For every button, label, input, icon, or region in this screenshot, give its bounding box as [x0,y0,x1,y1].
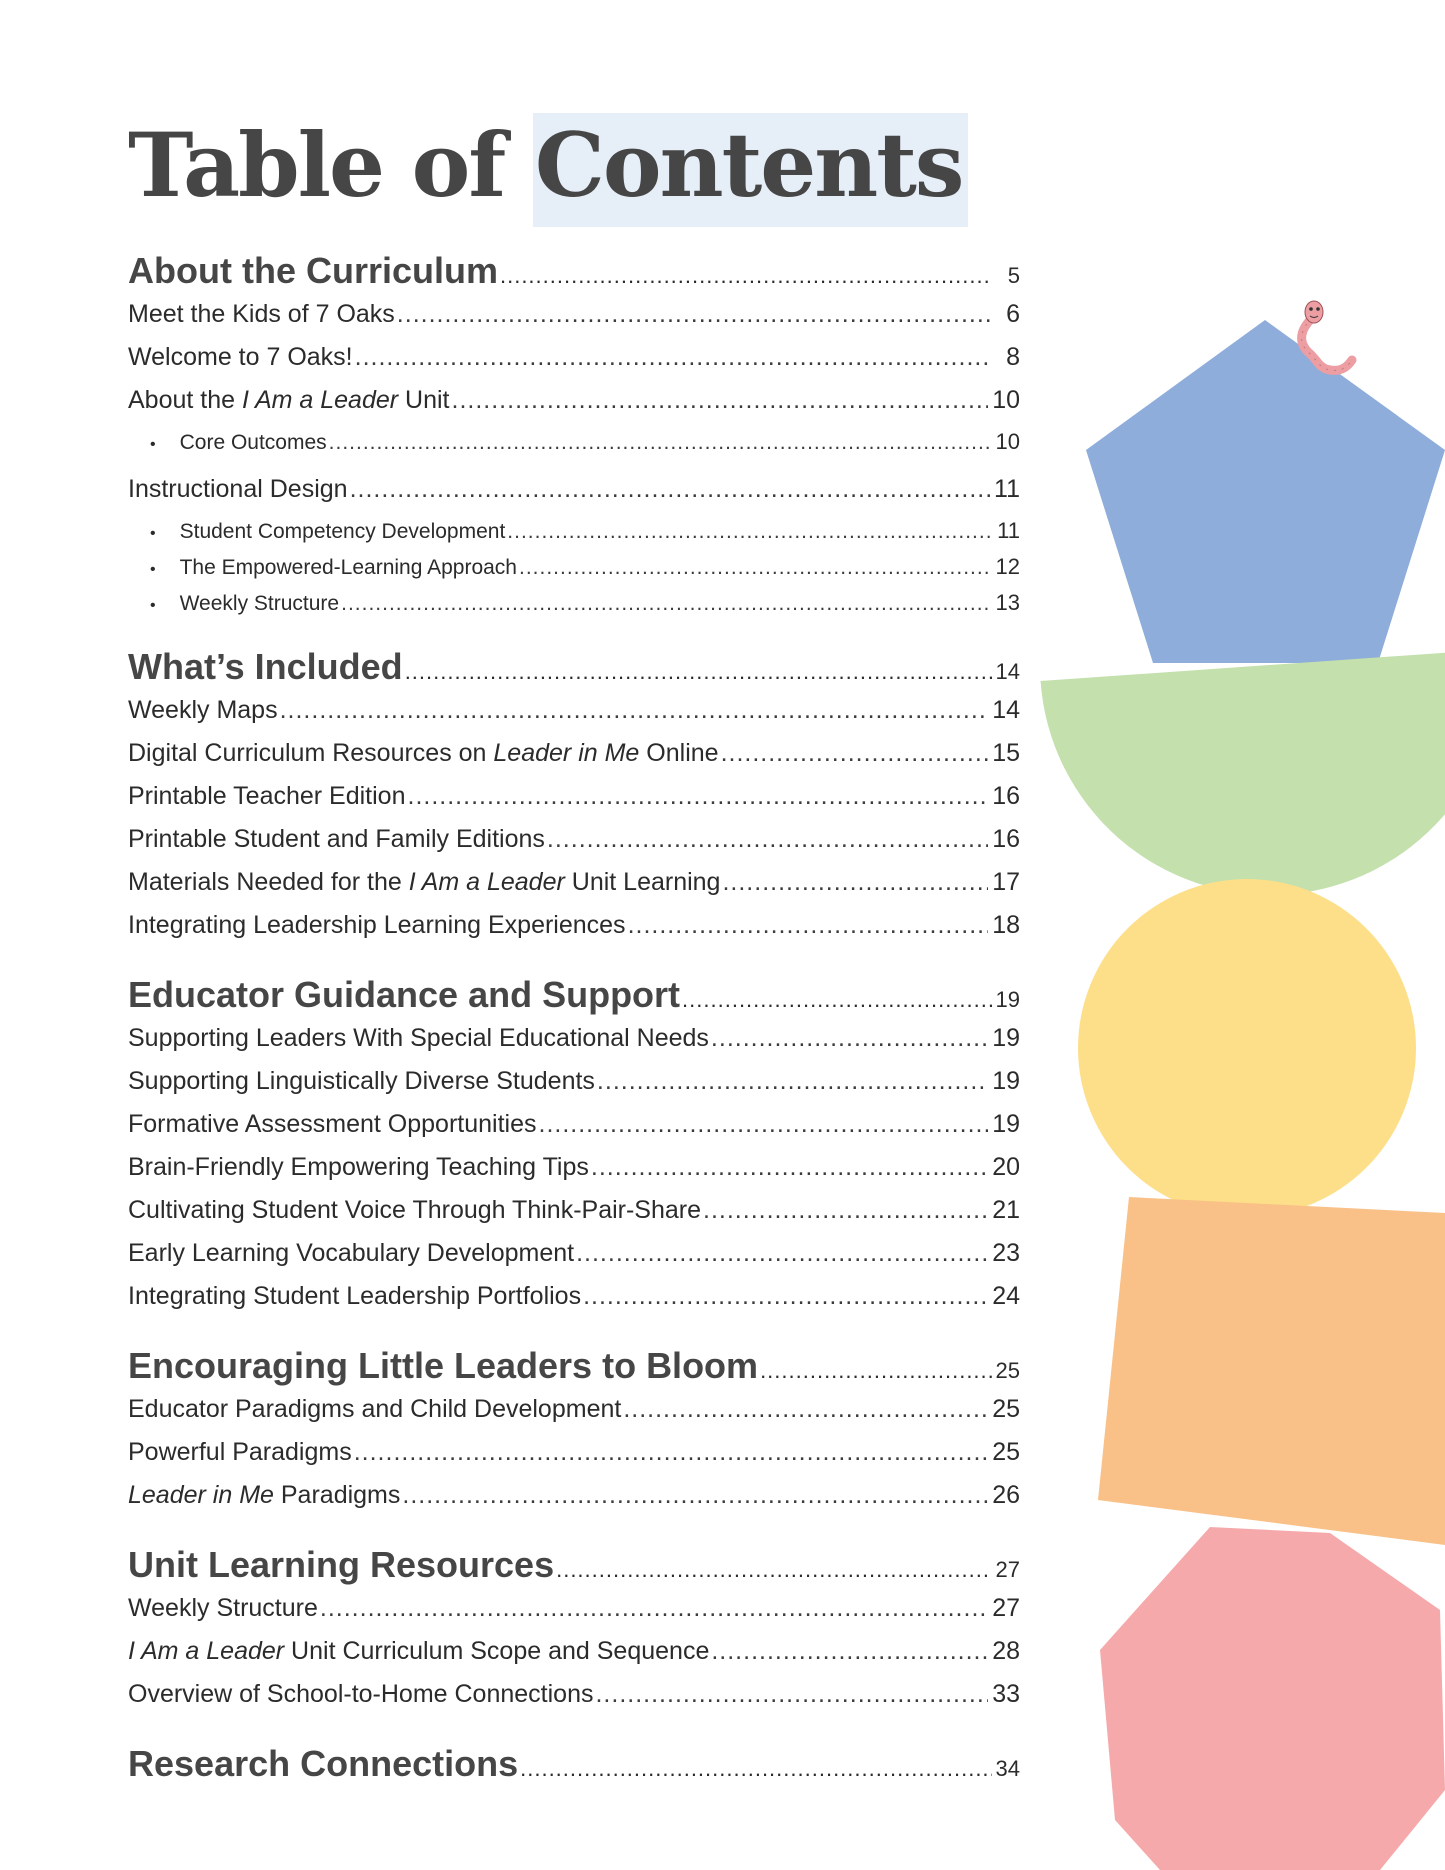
toc-entry-label: Weekly Maps [128,696,278,724]
entry-text: Materials Needed for the [128,868,409,896]
page-number: 27 [995,1557,1020,1582]
page-number: 27 [992,1594,1020,1622]
bullet-icon: • [150,525,156,542]
square-shape [1098,1197,1445,1545]
toc-entry[interactable] [128,1395,1020,1438]
page-number: 19 [992,1067,1020,1095]
toc-subentry[interactable] [128,590,1020,626]
page-number: 16 [992,825,1020,853]
toc-entry[interactable] [128,1067,1020,1110]
toc-entry[interactable] [128,1110,1020,1153]
dot-leader [760,1358,991,1384]
pentagon-shape [1086,320,1445,663]
page-number: 11 [994,475,1020,503]
toc-entry-label: Powerful Paradigms [128,1438,352,1466]
toc-subentry[interactable] [128,518,1020,554]
page-number: 19 [992,1024,1020,1052]
dot-leader [711,1024,988,1053]
page-number: 8 [1006,343,1020,371]
dot-leader [711,1637,988,1666]
toc-entry[interactable] [128,696,1020,739]
toc-entry[interactable] [128,1282,1020,1325]
dot-leader [280,696,989,725]
entry-text: About the [128,386,242,414]
entry-italic-title: Leader in Me [128,1481,274,1509]
toc-section-encouraging-little-leaders-to-bloom[interactable] [128,1345,1020,1395]
title-part-1: Table of [128,113,533,217]
entry-text: Digital Curriculum Resources on [128,739,494,767]
circle-shape [1078,879,1416,1217]
dot-leader [628,911,989,940]
page-number: 34 [995,1756,1020,1781]
dot-leader [452,386,989,415]
entry-italic-title: I Am a Leader [408,868,565,896]
page-number: 14 [992,696,1020,724]
toc-entry-label [128,868,720,897]
dot-leader [405,659,992,685]
dot-leader [703,1196,988,1225]
page-number: 19 [992,1110,1020,1138]
toc-section-what-s-included[interactable] [128,646,1020,696]
dot-leader [402,1481,988,1510]
dot-leader [341,592,991,616]
dot-leader [519,556,992,580]
toc-entry-label [128,1637,709,1666]
toc-entry-label: Unit Learning Resources [128,1544,555,1585]
worm-icon [1302,301,1352,370]
toc-entry-label: Educator Paradigms and Child Development [128,1395,622,1423]
toc-entry[interactable] [128,343,1020,386]
bullet-icon: • [150,561,156,578]
dot-leader [408,782,989,811]
page-number: 21 [992,1196,1020,1224]
page-number: 5 [1007,263,1020,288]
bullet-icon: • [150,597,156,614]
page-number: 24 [992,1282,1020,1310]
dot-leader [355,343,992,372]
dot-leader [520,1756,991,1782]
dot-leader [500,263,992,289]
table-of-contents [128,250,1020,1793]
page-number: 11 [997,518,1020,543]
toc-entry-label: Encouraging Little Leaders to Bloom [128,1345,759,1386]
page-title [128,110,968,220]
dot-leader [539,1110,989,1139]
toc-entry[interactable] [128,1153,1020,1196]
page-number: 25 [992,1438,1020,1466]
page-number: 6 [1006,300,1020,328]
entry-italic-title: I Am a Leader [128,1637,285,1665]
toc-entry-label: Printable Teacher Edition [128,782,406,810]
entry-text: Unit Curriculum Scope and Sequence [284,1637,710,1665]
toc-entry-label: The Empowered-Learning Approach [179,556,517,579]
toc-entry-label: Supporting Linguistically Diverse Students [128,1067,595,1095]
entry-italic-title: I Am a Leader [241,386,399,414]
toc-entry[interactable] [128,911,1020,954]
toc-entry-label [128,739,719,768]
page-number: 10 [992,386,1020,414]
octagon-shape [1100,1527,1445,1870]
dot-leader [507,520,992,544]
toc-entry-label: Integrating Leadership Learning Experiences [128,911,626,939]
entry-text: Unit [398,386,450,414]
dot-leader [623,1395,988,1424]
toc-entry-label: Welcome to 7 Oaks! [128,343,353,371]
page-number: 10 [995,429,1020,454]
toc-entry[interactable] [128,1196,1020,1239]
toc-entry[interactable] [128,386,1020,429]
toc-entry[interactable] [128,1239,1020,1282]
toc-entry[interactable] [128,475,1020,518]
toc-entry-label: Research Connections [128,1743,519,1784]
dot-leader [556,1557,991,1583]
page-number: 19 [995,987,1020,1012]
dot-leader [721,739,989,768]
toc-entry-label: Instructional Design [128,475,348,503]
toc-entry[interactable] [128,1680,1020,1723]
page-number: 12 [995,554,1020,579]
page-number: 15 [992,739,1020,767]
page-number: 33 [992,1680,1020,1708]
page-number: 20 [992,1153,1020,1181]
toc-entry-label: Cultivating Student Voice Through Think-Pair-Share [128,1196,702,1224]
toc-entry-label: What’s Included [128,646,403,687]
page-number: 16 [992,782,1020,810]
toc-entry-label: Formative Assessment Opportunities [128,1110,537,1138]
dot-leader [320,1594,988,1623]
toc-section-unit-learning-resources[interactable] [128,1544,1020,1594]
entry-text: Unit Learning [564,868,721,896]
toc-entry-label: Supporting Leaders With Special Educational Needs [128,1024,709,1052]
toc-entry[interactable] [128,1438,1020,1481]
page-number: 25 [992,1395,1020,1423]
toc-section-about-the-curriculum[interactable] [128,250,1020,300]
dot-leader [576,1239,988,1268]
page-number: 26 [992,1481,1020,1509]
half-circle-shape [1041,649,1445,911]
toc-entry-label [128,1481,400,1510]
toc-entry[interactable] [128,739,1020,782]
dot-leader [722,868,988,897]
page-number: 14 [995,659,1020,684]
toc-entry-label: Student Competency Development [179,520,506,543]
toc-entry-label: Integrating Student Leadership Portfolios [128,1282,582,1310]
toc-entry-label [128,386,450,415]
dot-leader [397,300,992,329]
dot-leader [591,1153,988,1182]
toc-entry-label: Meet the Kids of 7 Oaks [128,300,395,328]
entry-italic-title: Leader in Me [493,739,640,767]
toc-entry-label: Core Outcomes [179,431,327,454]
toc-entry[interactable] [128,825,1020,868]
toc-section-educator-guidance-and-support[interactable] [128,974,1020,1024]
entry-text: Paradigms [273,1481,401,1509]
toc-entry-label: About the Curriculum [128,250,498,291]
toc-entry[interactable] [128,1594,1020,1637]
toc-entry-label: Early Learning Vocabulary Development [128,1239,575,1267]
dot-leader [682,987,991,1013]
page-number: 18 [992,911,1020,939]
toc-entry[interactable] [128,1481,1020,1524]
dot-leader [547,825,988,854]
dot-leader [354,1438,988,1467]
bullet-icon: • [150,436,156,453]
page-number: 13 [995,590,1020,615]
toc-entry[interactable] [128,1024,1020,1067]
toc-entry-label: Weekly Structure [128,1594,318,1622]
page-number: 17 [992,868,1020,896]
entry-text: Online [639,739,719,767]
dot-leader [350,475,990,504]
toc-entry[interactable] [128,1637,1020,1680]
toc-entry[interactable] [128,300,1020,343]
toc-subentry[interactable] [128,554,1020,590]
page-number: 28 [992,1637,1020,1665]
dot-leader [329,431,992,455]
dot-leader [597,1067,988,1096]
toc-entry-label: Educator Guidance and Support [128,974,681,1015]
toc-entry-label: Brain-Friendly Empowering Teaching Tips [128,1153,589,1181]
dot-leader [583,1282,988,1311]
toc-entry-label: Printable Student and Family Editions [128,825,545,853]
title-part-2: Contents [533,113,969,227]
dot-leader [595,1680,988,1709]
page-number: 23 [992,1239,1020,1267]
toc-section-research-connections[interactable] [128,1743,1020,1793]
toc-subentry[interactable] [128,429,1020,465]
toc-entry-label: Overview of School-to-Home Connections [128,1680,594,1708]
toc-entry[interactable] [128,782,1020,825]
page-number: 25 [995,1358,1020,1383]
toc-entry[interactable] [128,868,1020,911]
toc-entry-label: Weekly Structure [179,592,340,615]
